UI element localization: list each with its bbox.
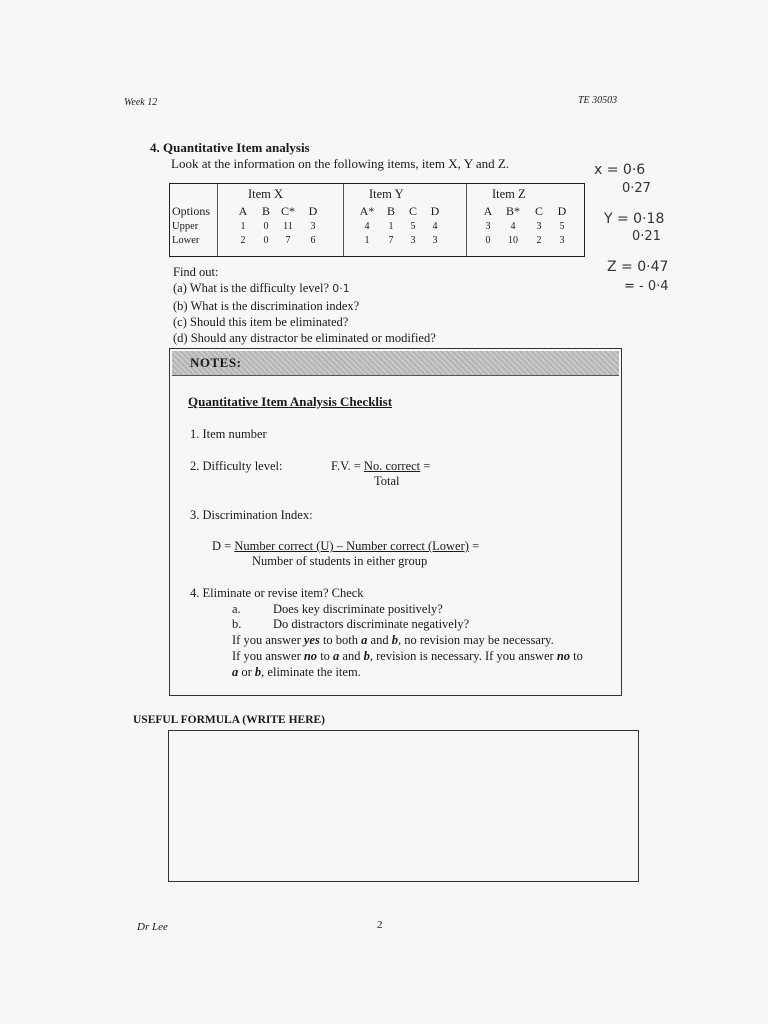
item-header: Item X (248, 187, 284, 201)
checklist-item-1: 1. Item number (190, 427, 267, 441)
checklist-title: Quantitative Item Analysis Checklist (188, 394, 393, 409)
check-b-text: Do distractors discriminate negatively? (273, 617, 470, 631)
option-letter: D (308, 204, 318, 218)
lower-count: 0 (485, 235, 491, 246)
d-numerator: Number correct (U) – Number correct (Lower) (234, 539, 469, 553)
option-letter: C* (280, 204, 295, 218)
lower-count: 7 (388, 235, 394, 246)
option-letter: A* (359, 204, 375, 218)
handwritten-z-line2: = - 0·4 (624, 279, 669, 294)
find-out-item-c: (c) Should this item be eliminated? (173, 314, 349, 329)
handwritten-x-line2: 0·27 (622, 181, 651, 196)
header-week: Week 12 (124, 97, 158, 108)
fv-equals: = (420, 459, 431, 473)
handwritten-z-line1: Z = 0·47 (607, 259, 669, 275)
d-equals: = (468, 539, 480, 553)
rule3-a: a (232, 665, 239, 679)
rule1-b: b (391, 633, 398, 647)
lower-count: 2 (536, 235, 542, 246)
item-header: Item Z (492, 187, 526, 201)
rule2-pre: If you answer (232, 649, 304, 663)
handwritten-answer-a: 0·1 (332, 282, 350, 296)
checklist-item-3: 3. Discrimination Index: (190, 508, 313, 522)
lower-count: 3 (410, 235, 416, 246)
rule2-to2: to (570, 649, 583, 663)
lower-count: 6 (310, 235, 316, 246)
lower-count: 3 (559, 235, 565, 246)
option-letter: D (557, 204, 567, 218)
find-out-heading: Find out: (173, 265, 219, 279)
footer-author: Dr Lee (137, 921, 168, 933)
rule1-and: and (367, 633, 392, 647)
row-label-options: Options (172, 204, 211, 218)
d-formula-numerator (212, 539, 479, 554)
d-denominator: Number of students in either group (252, 554, 428, 568)
footer-page-number: 2 (377, 919, 383, 931)
option-letter: C (408, 204, 417, 218)
find-out-item-a (173, 280, 436, 297)
option-letter: A (238, 204, 248, 218)
header-course-code: TE 30503 (578, 95, 618, 106)
rule1-a: a (361, 633, 368, 647)
question-intro: Look at the information on the following items, item X, Y and Z. (171, 156, 510, 171)
rule3-b: b (254, 665, 262, 679)
fv-numerator: No. correct (363, 459, 421, 473)
check-b-label: b. (232, 617, 242, 631)
upper-count: 1 (240, 221, 246, 232)
upper-count: 3 (310, 221, 316, 232)
row-label-upper: Upper (172, 221, 199, 232)
rule2-to: to (317, 649, 334, 663)
option-letter: A (483, 204, 493, 218)
checklist-item-4: 4. Eliminate or revise item? Check (190, 586, 364, 600)
rule2-and: and (339, 649, 364, 663)
fv-formula-numerator (331, 459, 430, 474)
row-label-lower: Lower (172, 235, 200, 246)
fv-denominator: Total (374, 474, 400, 488)
notes-header-bar (172, 351, 619, 376)
notes-label: NOTES: (190, 355, 242, 370)
option-letter: B (261, 204, 270, 218)
lower-count: 10 (508, 235, 518, 246)
upper-count: 5 (559, 221, 565, 232)
rule2-mid: , revision is necessary. If you answer (369, 649, 557, 663)
upper-count: 4 (510, 221, 516, 232)
d-prefix: D = (212, 539, 235, 553)
find-out-item-b: (b) What is the discrimination index? (173, 298, 360, 313)
handwritten-y-line1: Y = 0·18 (604, 211, 665, 227)
upper-count: 4 (432, 221, 438, 232)
upper-count: 1 (388, 221, 394, 232)
rule-line-1 (232, 633, 554, 648)
find-out-item-d: (d) Should any distractor be eliminated or modified? (173, 331, 436, 346)
handwritten-y-line2: 0·21 (632, 229, 661, 244)
rule1-post: , no revision may be necessary. (397, 633, 554, 647)
fv-prefix: F.V. = (331, 459, 364, 473)
rule3-or: or (238, 665, 255, 679)
lower-count: 7 (285, 235, 291, 246)
check-a-label: a. (232, 602, 241, 616)
upper-count: 5 (410, 221, 416, 232)
upper-count: 4 (364, 221, 370, 232)
rule2-no: no (303, 649, 318, 663)
lower-count: 0 (263, 235, 269, 246)
rule2-b: b (363, 649, 370, 663)
option-letter: C (534, 204, 543, 218)
rule1-mid: to both (319, 633, 362, 647)
rule2-a: a (333, 649, 340, 663)
option-letter: D (430, 204, 440, 218)
rule1-yes: yes (303, 633, 320, 647)
rule-line-3 (232, 665, 361, 680)
find-out-item-a-text: (a) What is the difficulty level? (173, 281, 330, 296)
lower-count: 1 (364, 235, 370, 246)
rule1-pre: If you answer (232, 633, 304, 647)
upper-count: 11 (283, 221, 293, 232)
rule-line-2 (232, 649, 583, 664)
upper-count: 0 (263, 221, 269, 232)
item-table (169, 183, 585, 257)
handwritten-x-line1: x = 0·6 (594, 162, 646, 178)
question-title: 4. Quantitative Item analysis (150, 140, 310, 155)
lower-count: 3 (432, 235, 438, 246)
option-letter: B (386, 204, 395, 218)
rule3-post: , eliminate the item. (261, 665, 361, 679)
upper-count: 3 (536, 221, 542, 232)
rule2-no2: no (556, 649, 571, 663)
item-header: Item Y (369, 187, 404, 201)
checklist-item-2: 2. Difficulty level: (190, 459, 283, 473)
option-letter: B* (505, 204, 520, 218)
useful-formula-label: USEFUL FORMULA (WRITE HERE) (133, 714, 326, 726)
upper-count: 3 (485, 221, 491, 232)
check-a-text: Does key discriminate positively? (273, 602, 443, 616)
formula-write-box[interactable] (168, 730, 639, 882)
find-out-section (173, 264, 436, 346)
lower-count: 2 (240, 235, 246, 246)
